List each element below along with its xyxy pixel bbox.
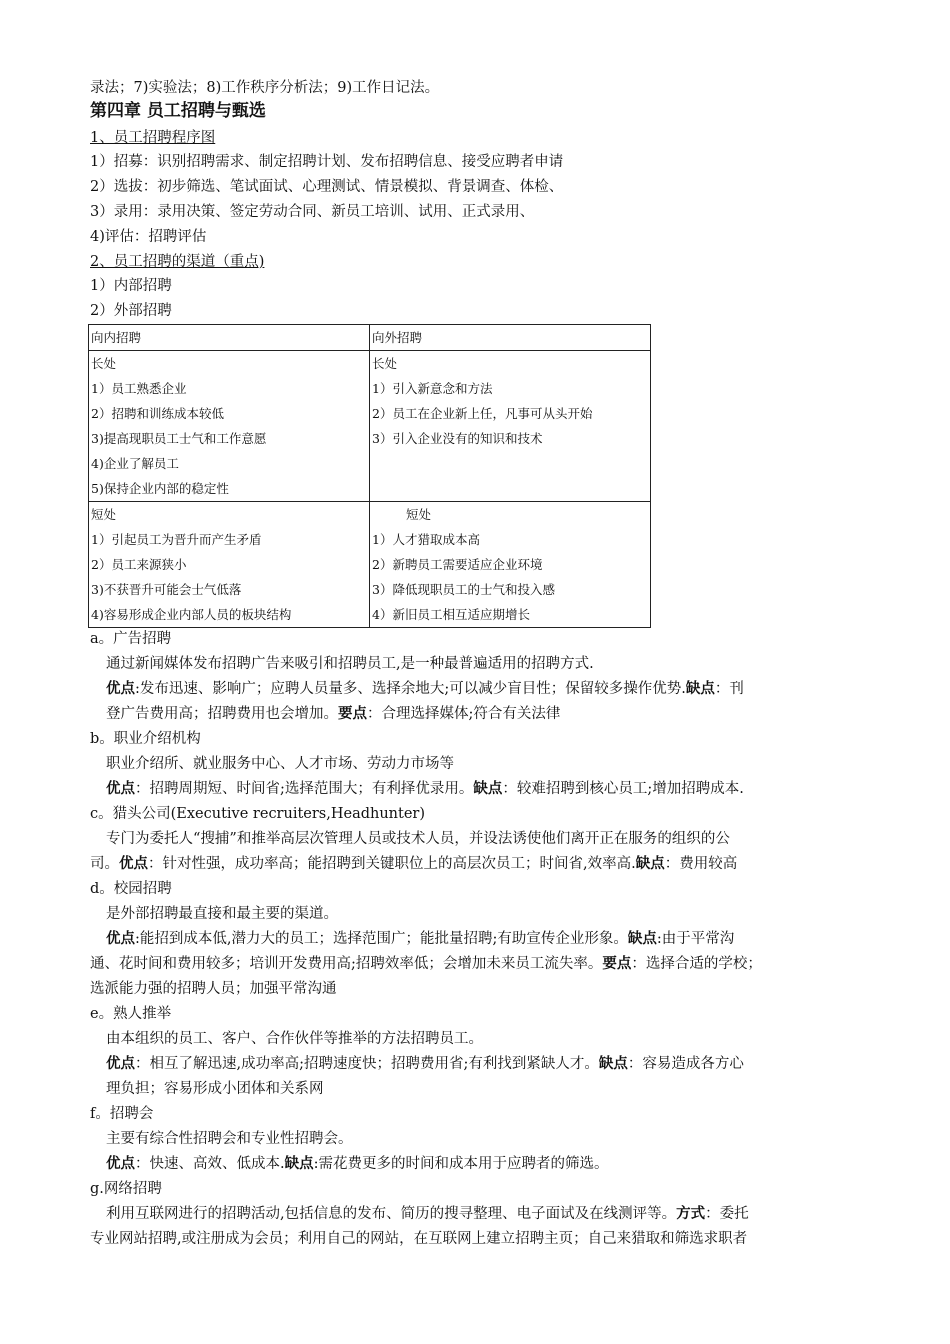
internal-pro-item: 4)企业了解员工: [91, 456, 179, 471]
external-con-item: 1）人才猎取成本高: [372, 532, 480, 547]
intro-line: 录法；7)实验法；8)工作秩序分析法；9)工作日记法。: [90, 80, 440, 96]
recruitment-comparison-table: [88, 324, 651, 628]
cons-label: 缺点: [598, 1056, 628, 1072]
pros-label: 长处: [91, 356, 117, 371]
desc-text: 利用互联网进行的招聘活动,包括信息的发布、简历的搜寻整理、电子面试及在线测评等。: [106, 1206, 677, 1222]
external-pro-item: 2）员工在企业新上任，凡事可从头开始: [372, 406, 593, 421]
table-row-cons: [89, 502, 651, 628]
section2-item: 1）内部招聘: [90, 278, 172, 294]
pros-text: ：快速、高效、低成本.: [135, 1156, 285, 1172]
channel-pros-line: [90, 854, 737, 874]
table-cell: [89, 351, 370, 502]
channel-cont-line: [90, 954, 762, 974]
cons-label: 缺点: [627, 931, 657, 947]
external-pro-item: 3）引入企业没有的知识和技术: [372, 431, 543, 446]
channel-title: a。广告招聘: [90, 631, 172, 647]
channel-desc: 专门为委托人“搜捕”和推举高层次管理人员或技术人员，并设法诱使他们离开正在服务的组织的公: [106, 831, 730, 847]
cons-label: 缺点: [685, 681, 715, 697]
section1-item: 2）选拔：初步筛选、笔试面试、心理测试、情景模拟、背景调查、体检、: [90, 179, 564, 195]
method-text: ：委托: [705, 1206, 749, 1222]
cons-label: 缺点: [635, 856, 665, 872]
cons-text: 登广告费用高；招聘费用也会增加。: [106, 706, 338, 722]
internal-pro-item: 2）招聘和训练成本较低: [91, 406, 224, 421]
external-con-item: 3）降低现职员工的士气和投入感: [372, 582, 555, 597]
cons-text: 通、花时间和费用较多；培训开发费用高;招聘效率低；会增加未来员工流失率。: [90, 956, 603, 972]
external-con-item: 2）新聘员工需要适应企业环境: [372, 557, 543, 572]
method-label: 方式: [676, 1206, 706, 1222]
channel-cont-line: 理负担；容易形成小团体和关系网: [106, 1081, 324, 1097]
channel-title: g.网络招聘: [90, 1181, 162, 1197]
table-header-row: [89, 325, 651, 351]
channel-desc: 由本组织的员工、客户、合作伙伴等推举的方法招聘员工。: [106, 1031, 483, 1047]
table-cell: [370, 325, 651, 351]
pros-label: 优点: [106, 1056, 135, 1072]
channel-pros-line: [106, 679, 744, 699]
pros-text: ：招聘周期短、时间省;选择范围大；有利择优录用。: [135, 781, 474, 797]
cons-text: ：容易造成各方心: [627, 1056, 744, 1072]
table-row-pros: [89, 351, 651, 502]
cons-label: 缺点: [473, 781, 503, 797]
cons-label: 短处: [91, 507, 117, 522]
channel-title: b。职业介绍机构: [90, 731, 201, 747]
table-cell: [370, 502, 651, 628]
table-cell: [89, 325, 370, 351]
pros-label: 优点: [106, 781, 135, 797]
pros-text: ：相互了解迅速,成功率高;招聘速度快；招聘费用省;有利找到紧缺人才。: [135, 1056, 599, 1072]
pros-text: :能招到成本低,潜力大的员工；选择范围广；能批量招聘;有助宣传企业形象。: [135, 931, 628, 947]
channel-cont-line: 专业网站招聘,或注册成为会员；利用自己的网站，在互联网上建立招聘主页；自己来猎取和筛选求职者: [90, 1231, 748, 1247]
internal-con-item: 4)容易形成企业内部人员的板块结构: [91, 607, 292, 622]
section2-item: 2）外部招聘: [90, 303, 172, 319]
external-pro-item: 1）引入新意念和方法: [372, 381, 493, 396]
pros-label: 优点: [106, 931, 135, 947]
table-cell: [370, 351, 651, 502]
channel-desc: 是外部招聘最直接和最主要的渠道。: [106, 906, 338, 922]
internal-con-item: 1）引起员工为晋升而产生矛盾: [91, 532, 262, 547]
channel-cont-line: 选派能力强的招聘人员；加强平常沟通: [90, 981, 337, 997]
cons-text: :由于平常沟: [656, 931, 735, 947]
channel-desc: [106, 1204, 749, 1224]
external-con-item: 4）新旧员工相互适应期增长: [372, 607, 530, 622]
section1-item: 3）录用：录用决策、签定劳动合同、新员工培训、试用、正式录用、: [90, 204, 535, 220]
cons-label: 短处: [406, 507, 432, 522]
channel-title: e。熟人推举: [90, 1006, 172, 1022]
section1-item: 4)评估：招聘评估: [90, 229, 207, 245]
key-text: ：合理选择媒体;符合有关法律: [367, 706, 561, 722]
column-header-external: 向外招聘: [372, 330, 423, 345]
cons-text: ：较难招聘到核心员工;增加招聘成本.: [502, 781, 744, 797]
section1-item: 1）招募：识别招聘需求、制定招聘计划、发布招聘信息、接受应聘者申请: [90, 154, 564, 170]
channel-title: d。校园招聘: [90, 881, 172, 897]
pros-text: ：针对性强，成功率高；能招聘到关键职位上的高层次员工；时间省,效率高.: [148, 856, 636, 872]
key-label: 要点: [602, 956, 632, 972]
chapter-title: 第四章 员工招聘与甄选: [90, 101, 266, 121]
channel-cont-line: [106, 704, 560, 724]
pros-label: 优点: [106, 1156, 135, 1172]
key-text: ：选择合适的学校；: [631, 956, 762, 972]
internal-pro-item: 5)保持企业内部的稳定性: [91, 481, 229, 496]
table-cell: [89, 502, 370, 628]
cons-text: ：刊: [714, 681, 744, 697]
column-header-internal: 向内招聘: [91, 330, 142, 345]
section2-heading: 2、员工招聘的渠道（重点): [90, 254, 265, 270]
pros-label: 优点: [106, 681, 135, 697]
channel-pros-line: [106, 1054, 744, 1074]
channel-desc: 通过新闻媒体发布招聘广告来吸引和招聘员工,是一种最普遍适用的招聘方式.: [106, 656, 594, 672]
channel-pros-line: [106, 779, 744, 799]
internal-pro-item: 1）员工熟悉企业: [91, 381, 187, 396]
channel-desc: 主要有综合性招聘会和专业性招聘会。: [106, 1131, 353, 1147]
pros-text: :发布迅速、影响广；应聘人员量多、选择余地大;可以减少盲目性；保留较多操作优势.: [135, 681, 686, 697]
desc-cont: 司。: [90, 856, 119, 872]
channel-pros-line: [106, 929, 734, 949]
channel-desc: 职业介绍所、就业服务中心、人才市场、劳动力市场等: [106, 756, 454, 772]
cons-label: 缺点: [284, 1156, 314, 1172]
channel-pros-line: [106, 1154, 609, 1174]
internal-con-item: 2）员工来源狭小: [91, 557, 187, 572]
channel-title: f。招聘会: [90, 1106, 154, 1122]
cons-text: ：费用较高: [664, 856, 738, 872]
cons-text: :需花费更多的时间和成本用于应聘者的筛选。: [313, 1156, 609, 1172]
section1-heading: 1、员工招聘程序图: [90, 130, 216, 146]
channel-title: c。猎头公司(Executive recruiters,Headhunter): [90, 806, 426, 822]
pros-label: 长处: [372, 356, 398, 371]
internal-con-item: 3)不获晋升可能会士气低落: [91, 582, 242, 597]
internal-pro-item: 3)提高现职员工士气和工作意愿: [91, 431, 267, 446]
key-label: 要点: [338, 706, 367, 722]
pros-label: 优点: [119, 856, 148, 872]
